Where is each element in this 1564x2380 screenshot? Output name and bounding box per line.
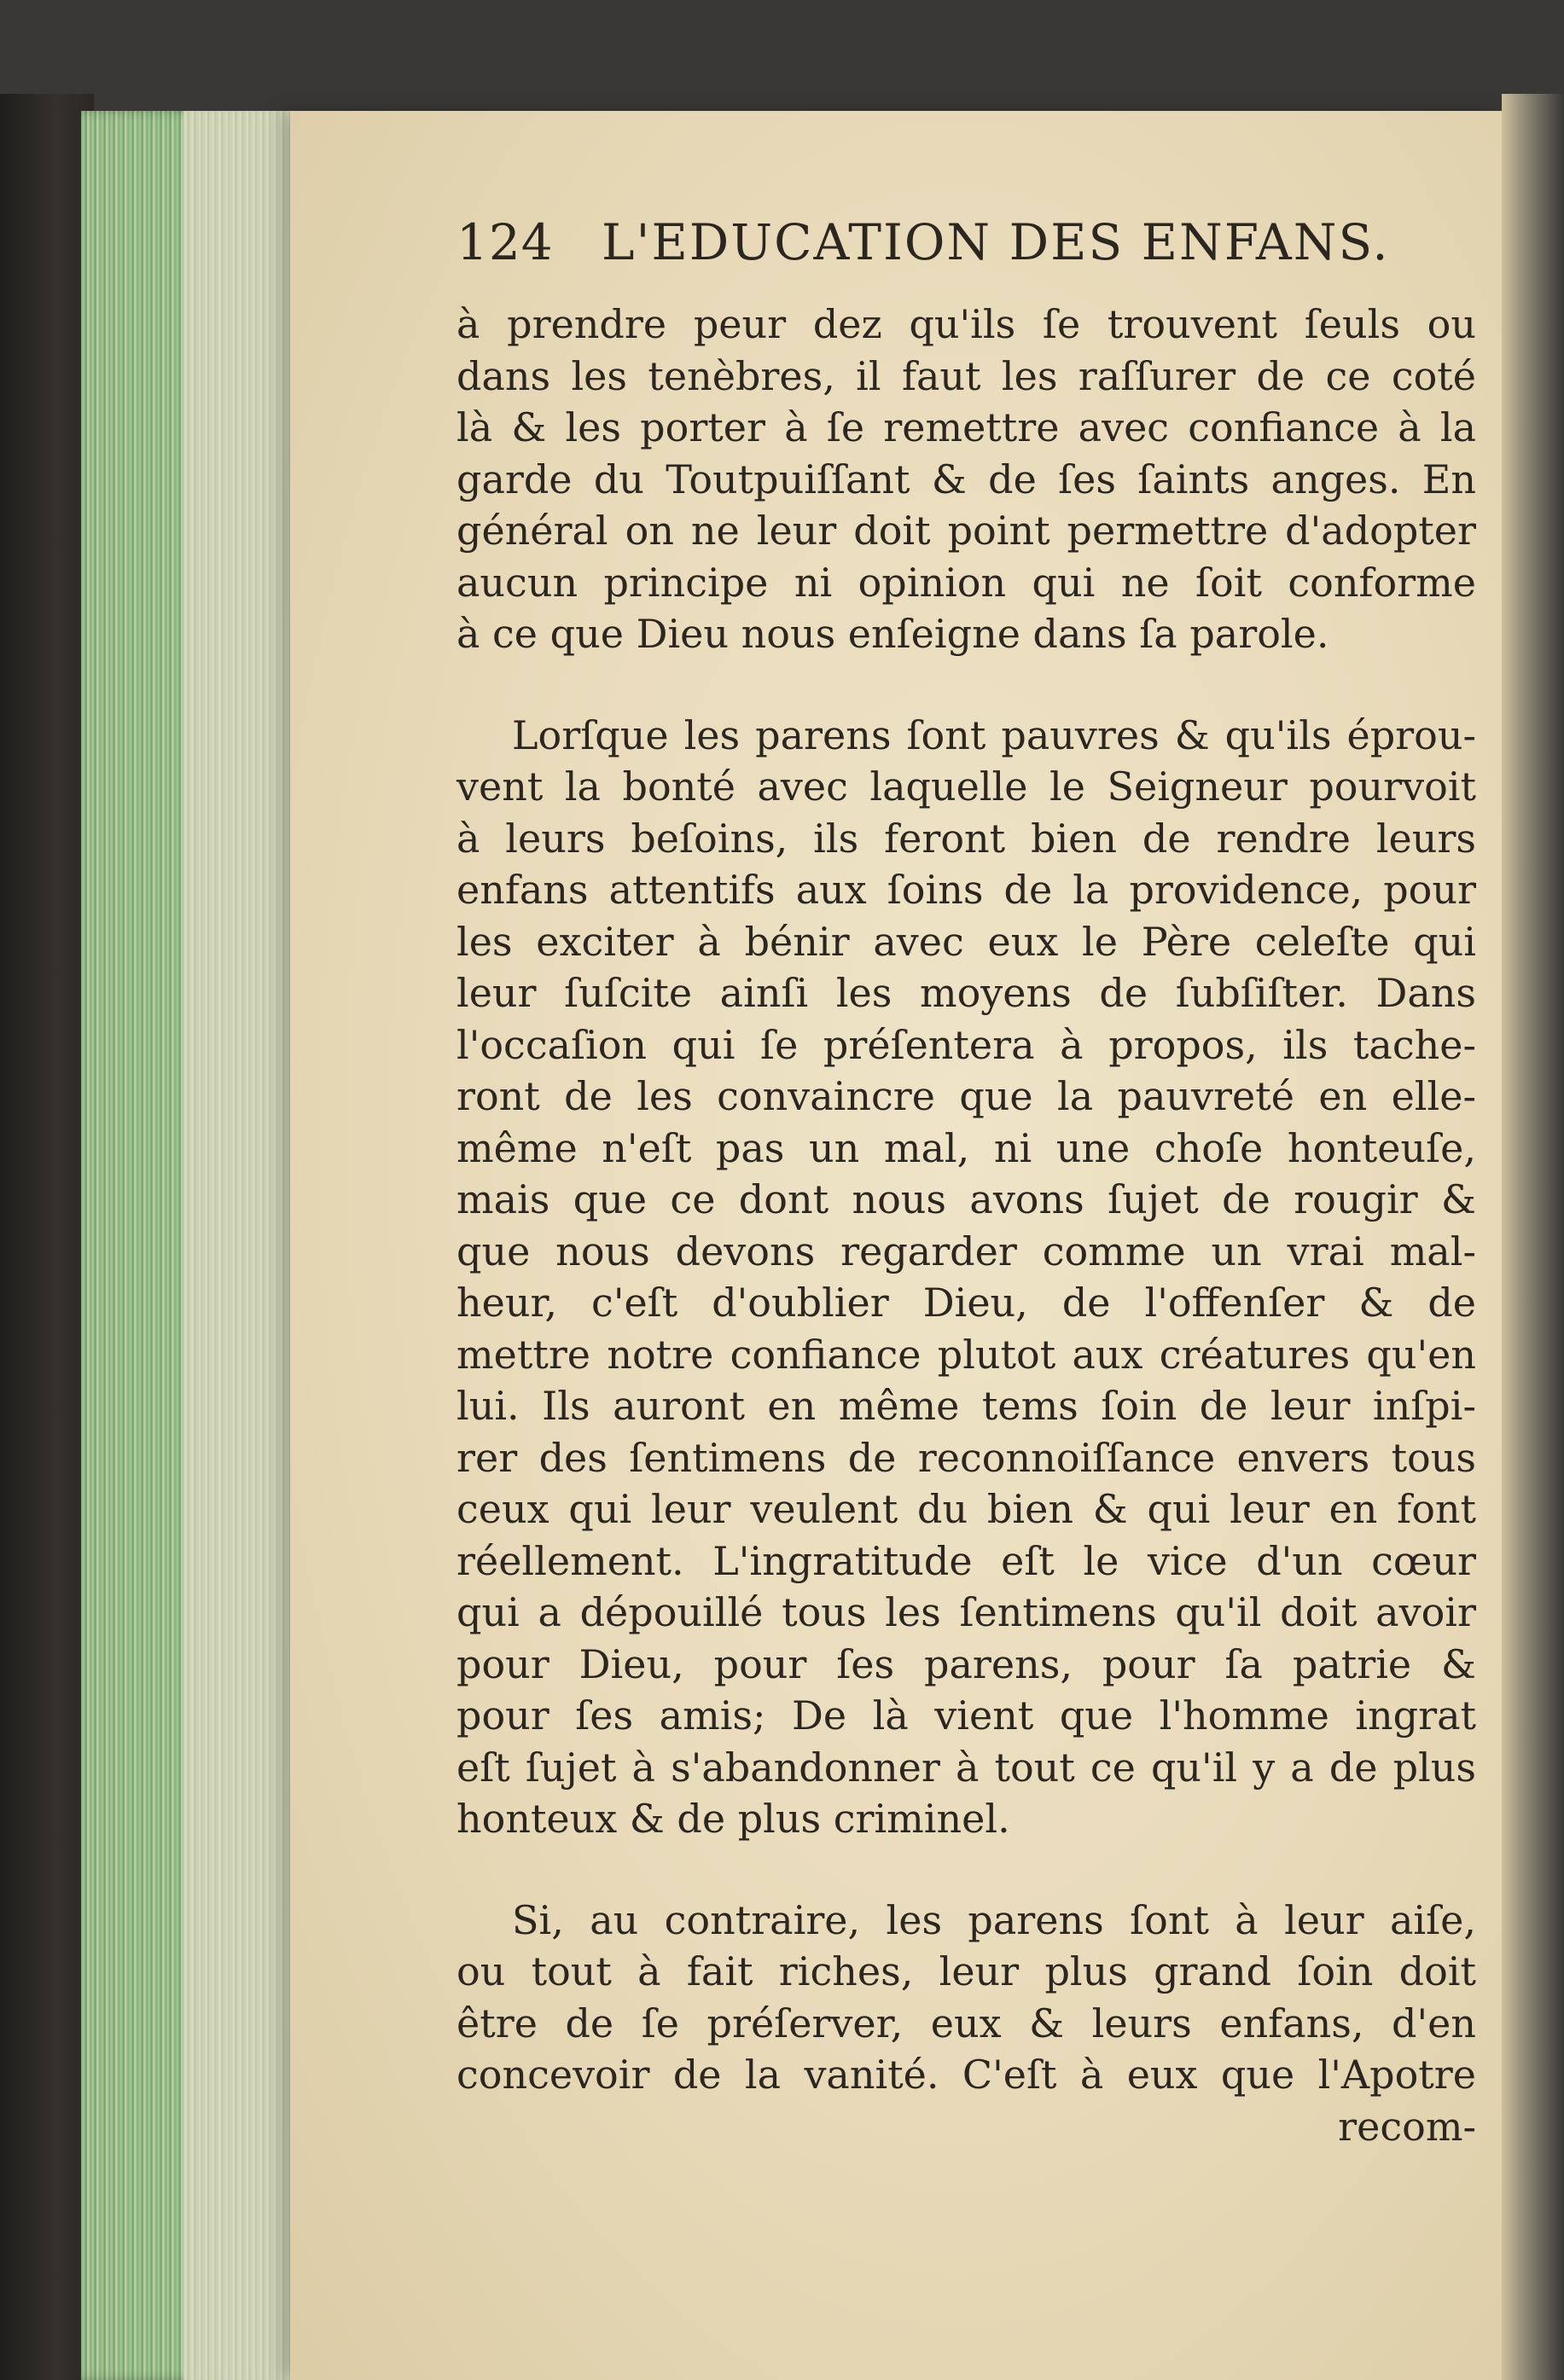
text-line: ront de les convaincre que la pauvreté en elle-	[456, 1073, 1476, 1119]
text-line: réellement. L'ingratitude eſt le vice d'un cœur	[456, 1537, 1476, 1584]
text-line: là & les porter à ſe remettre avec confiance à la	[456, 404, 1476, 450]
paragraph-3	[456, 1895, 1476, 2101]
text-line: eſt ſujet à s'abandonner à tout ce qu'il y a de plus	[456, 1744, 1476, 1791]
text-line: concevoir de la vanité. C'eſt à eux que l'Apotre	[456, 2052, 1476, 2098]
text-line: aucun principe ni opinion qui ne ſoit conforme	[456, 559, 1476, 606]
text-line: dans les tenèbres, il faut les raſſurer de ce coté	[456, 352, 1476, 399]
text-line: général on ne leur doit point permettre d'adopter	[456, 508, 1476, 554]
text-line: être de ſe préſerver, eux & leurs enfans, d'en	[456, 2000, 1476, 2046]
text-line: lui. Ils auront en même tems ſoin de leur inſpi-	[456, 1383, 1476, 1429]
text-line: ou tout à fait riches, leur plus grand ſoin doit	[456, 1948, 1476, 1994]
text-line: honteux & de plus criminel.	[456, 1796, 1010, 1842]
text-line: à prendre peur dez qu'ils ſe trouvent ſeuls ou	[456, 301, 1476, 347]
text-line: vent la bonté avec laquelle le Seigneur pourvoit	[456, 763, 1476, 810]
text-line: mais que ce dont nous avons ſujet de rougir &	[456, 1176, 1476, 1222]
text-line: mettre notre confiance plutot aux créatures qu'en	[456, 1331, 1476, 1378]
text-line: pour Dieu, pour ſes parens, pour ſa patrie &	[456, 1640, 1476, 1687]
page-edges-inner	[183, 111, 303, 2380]
paragraph-1	[456, 299, 1476, 660]
book-cover-edge	[0, 94, 94, 2380]
text-line: leur ſuſcite ainſi les moyens de ſubſiſter. Dans	[456, 970, 1476, 1016]
paragraph-gap	[456, 1845, 1476, 1895]
running-header	[456, 213, 1476, 299]
text-line: Si, au contraire, les parens ſont à leur aiſe,	[512, 1896, 1476, 1943]
text-line: heur, c'eſt d'oublier Dieu, de l'offenſer & de	[456, 1280, 1476, 1326]
text-line: qui a dépouillé tous les ſentimens qu'il doit avoir	[456, 1589, 1476, 1635]
text-line: pour ſes amis; De là vient que l'homme ingrat	[456, 1692, 1476, 1739]
catchword: recom-	[1338, 2103, 1476, 2150]
paragraph-2	[456, 710, 1476, 1845]
text-line: les exciter à bénir avec eux le Père celeſte qui	[456, 918, 1476, 965]
page-edges	[81, 111, 303, 2380]
text-line: à leurs beſoins, ils feront bien de rendre leurs	[456, 815, 1476, 862]
text-line: garde du Toutpuiſſant & de ſes ſaints anges. En	[456, 456, 1476, 502]
page-text	[456, 213, 1476, 2152]
text-line: que nous devons regarder comme un vrai mal-	[456, 1228, 1476, 1274]
text-line: rer des ſentimens de reconnoiſſance envers tous	[456, 1434, 1476, 1481]
page-number: 124	[456, 213, 554, 271]
facing-page-edge	[1502, 94, 1564, 2380]
text-line: enfans attentifs aux ſoins de la providence, pour	[456, 867, 1476, 913]
paragraph-gap	[456, 660, 1476, 710]
running-title: L'EDUCATION DES ENFANS.	[602, 213, 1390, 271]
text-line: l'occaſion qui ſe préſentera à propos, ils tache-	[456, 1021, 1476, 1068]
text-line: à ce que Dieu nous enſeigne dans ſa parole.	[456, 611, 1329, 657]
text-line: Lorſque les parens ſont pauvres & qu'ils éprou-	[512, 711, 1476, 758]
text-line: ceux qui leur veulent du bien & qui leur en font	[456, 1486, 1476, 1532]
text-line: même n'eſt pas un mal, ni une choſe honteuſe,	[456, 1124, 1476, 1171]
